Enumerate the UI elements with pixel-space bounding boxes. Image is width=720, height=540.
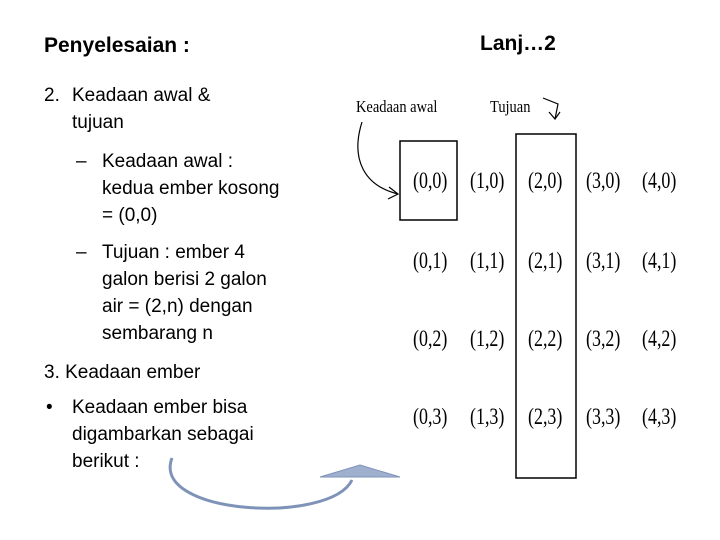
- goal-arrowhead: [549, 112, 560, 119]
- initial-state-arrow: [358, 122, 398, 194]
- bullet-line: berikut :: [72, 451, 140, 472]
- sub1-line: kedua ember kosong: [102, 178, 280, 199]
- slide-title: Penyelesaian :: [44, 34, 190, 57]
- item3-text: 3. Keadaan ember: [44, 362, 201, 383]
- continuation-title: Lanj…2: [480, 32, 556, 55]
- state-cell: (1,1): [470, 248, 505, 273]
- state-cell: (0,0): [413, 168, 448, 193]
- goal-label: Tujuan: [490, 97, 531, 116]
- sub1-line: Keadaan awal :: [102, 151, 233, 172]
- initial-state-label: Keadaan awal: [356, 97, 438, 116]
- state-cell: (2,0): [528, 168, 563, 193]
- sub2-line: galon berisi 2 galon: [102, 269, 267, 290]
- bullet-line: digambarkan sebagai: [72, 424, 254, 445]
- state-cell: (1,0): [470, 168, 505, 193]
- goal-arrow: [543, 98, 558, 119]
- state-cell: (1,2): [470, 326, 505, 351]
- item2-title-line1: Keadaan awal &: [72, 85, 211, 106]
- state-cell: (3,1): [586, 248, 621, 273]
- item2-number: 2.: [44, 85, 60, 106]
- state-cell: (2,1): [528, 248, 563, 273]
- state-cell: (0,1): [413, 248, 448, 273]
- state-cell: (3,3): [586, 404, 621, 429]
- sub2-line: air = (2,n) dengan: [102, 296, 253, 317]
- state-cell: (4,3): [642, 404, 677, 429]
- bullet-dot: •: [46, 397, 53, 418]
- sub2-line: Tujuan : ember 4: [102, 242, 245, 263]
- sub2-dash: –: [76, 242, 87, 263]
- state-cell: (4,2): [642, 326, 677, 351]
- state-cell: (0,2): [413, 326, 448, 351]
- state-cell: (3,2): [586, 326, 621, 351]
- state-cell: (4,1): [642, 248, 677, 273]
- state-cell: (0,3): [413, 404, 448, 429]
- sub2-line: sembarang n: [102, 323, 213, 344]
- bullet-line: Keadaan ember bisa: [72, 397, 248, 418]
- state-cell: (2,3): [528, 404, 563, 429]
- sub1-line: = (0,0): [102, 205, 158, 226]
- state-cell: (2,2): [528, 326, 563, 351]
- sub1-dash: –: [76, 151, 87, 172]
- state-cell: (1,3): [470, 404, 505, 429]
- item2-title-line2: tujuan: [72, 112, 124, 133]
- state-cell: (3,0): [586, 168, 621, 193]
- state-cell: (4,0): [642, 168, 677, 193]
